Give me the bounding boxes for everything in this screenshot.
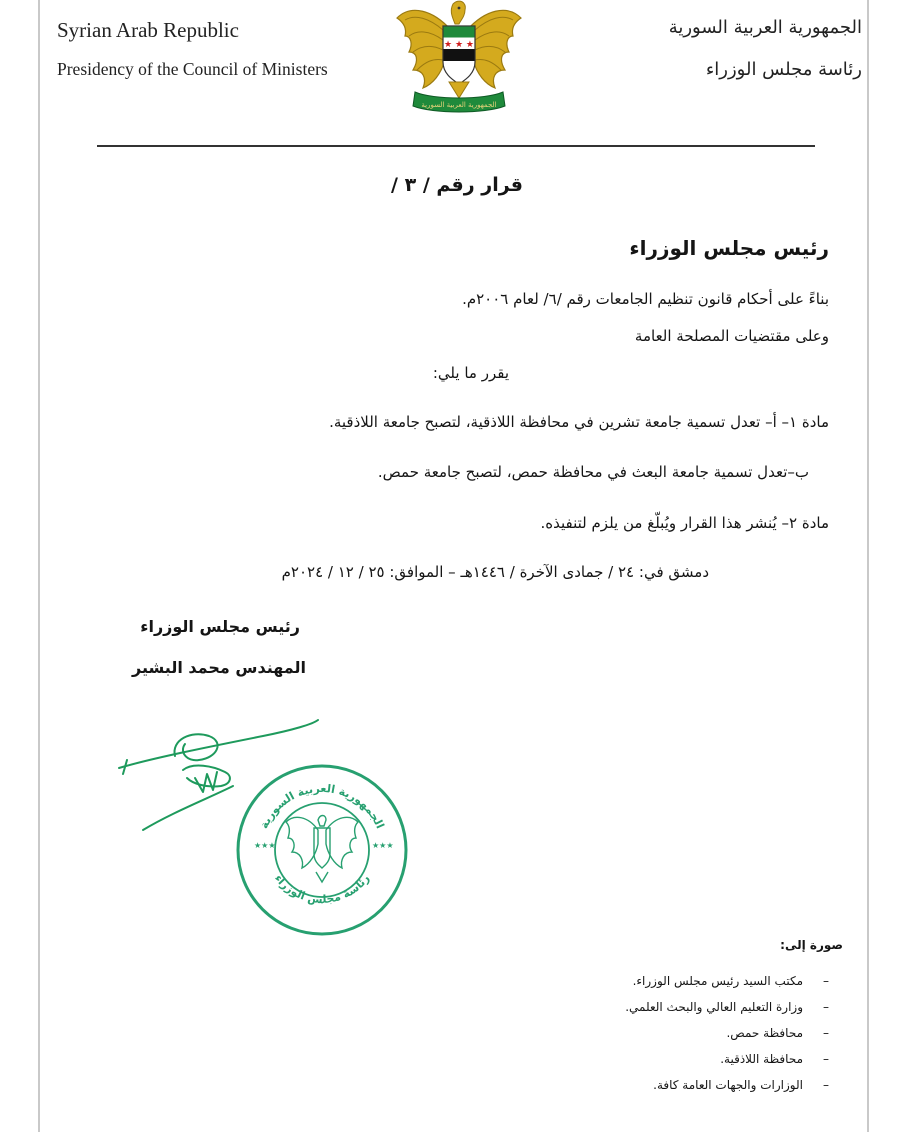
copies-to-title: صورة إلى: (780, 938, 843, 952)
signatory-title: رئيس مجلس الوزراء (140, 617, 300, 636)
article-2: مادة ٢– يُنشر هذا القرار ويُبلّغ من يلزم لتنفيذه. (540, 514, 829, 532)
svg-text:رئاسة مجلس الوزراء (272, 872, 372, 907)
seal-bottom-text: رئاسة مجلس الوزراء (271, 871, 373, 907)
header-country-ar: الجمهورية العربية السورية (668, 17, 862, 38)
seal-top-text: الجمهورية العربية السورية (257, 781, 387, 831)
preamble-line-1: بناءً على أحكام قانون تنظيم الجامعات رقم /٦/ لعام ٢٠٠٦م. (462, 290, 829, 308)
svg-text:الجمهورية العربية السورية (257, 782, 386, 831)
page-border-left (38, 0, 40, 1132)
date-line: دمشق في: ٢٤ / جمادى الآخرة / ١٤٤٦هـ – الموافق: ٢٥ / ١٢ / ٢٠٢٤م (281, 563, 709, 581)
copies-list-item: –مكتب السيد رئيس مجلس الوزراء. (632, 974, 829, 988)
copies-list-item: –وزارة التعليم العالي والبحث العلمي. (625, 1000, 829, 1014)
svg-text:★★★: ★★★ (254, 841, 276, 850)
decision-number: قرار رقم / ٣ / (391, 174, 523, 196)
official-stamp-seal (232, 760, 412, 940)
header-divider (97, 145, 815, 147)
copies-list-item: –الوزارات والجهات العامة كافة. (653, 1078, 829, 1092)
signatory-name: المهندس محمد البشير (132, 658, 306, 677)
copies-list-item: –محافظة حمص. (726, 1026, 829, 1040)
svg-text:★ ★ ★: ★ ★ ★ (444, 40, 474, 50)
copies-list-item: –محافظة اللاذقية. (720, 1052, 829, 1066)
preamble-line-2: وعلى مقتضيات المصلحة العامة (634, 327, 829, 345)
page-border-right (867, 0, 869, 1132)
eagle-emblem-icon (393, 0, 525, 118)
copies-list (429, 974, 829, 1104)
header-presidency-en: Presidency of the Council of Ministers (57, 59, 328, 79)
article-1-a: مادة ١– أ– تعدل تسمية جامعة تشرين في محافظة اللاذقية، لتصبح جامعة اللاذقية. (329, 413, 829, 431)
issuer-title: رئيس مجلس الوزراء (629, 236, 829, 260)
header-country-en: Syrian Arab Republic (57, 18, 239, 42)
svg-text:★★★: ★★★ (372, 841, 394, 850)
header-presidency-ar: رئاسة مجلس الوزراء (705, 59, 862, 80)
emblem-scroll-text: الجمهورية العربية السورية (421, 101, 497, 109)
article-1-b: ب–تعدل تسمية جامعة البعث في محافظة حمص، لتصبح جامعة حمص. (377, 463, 809, 481)
decides-heading: يقرر ما يلي: (432, 364, 509, 382)
